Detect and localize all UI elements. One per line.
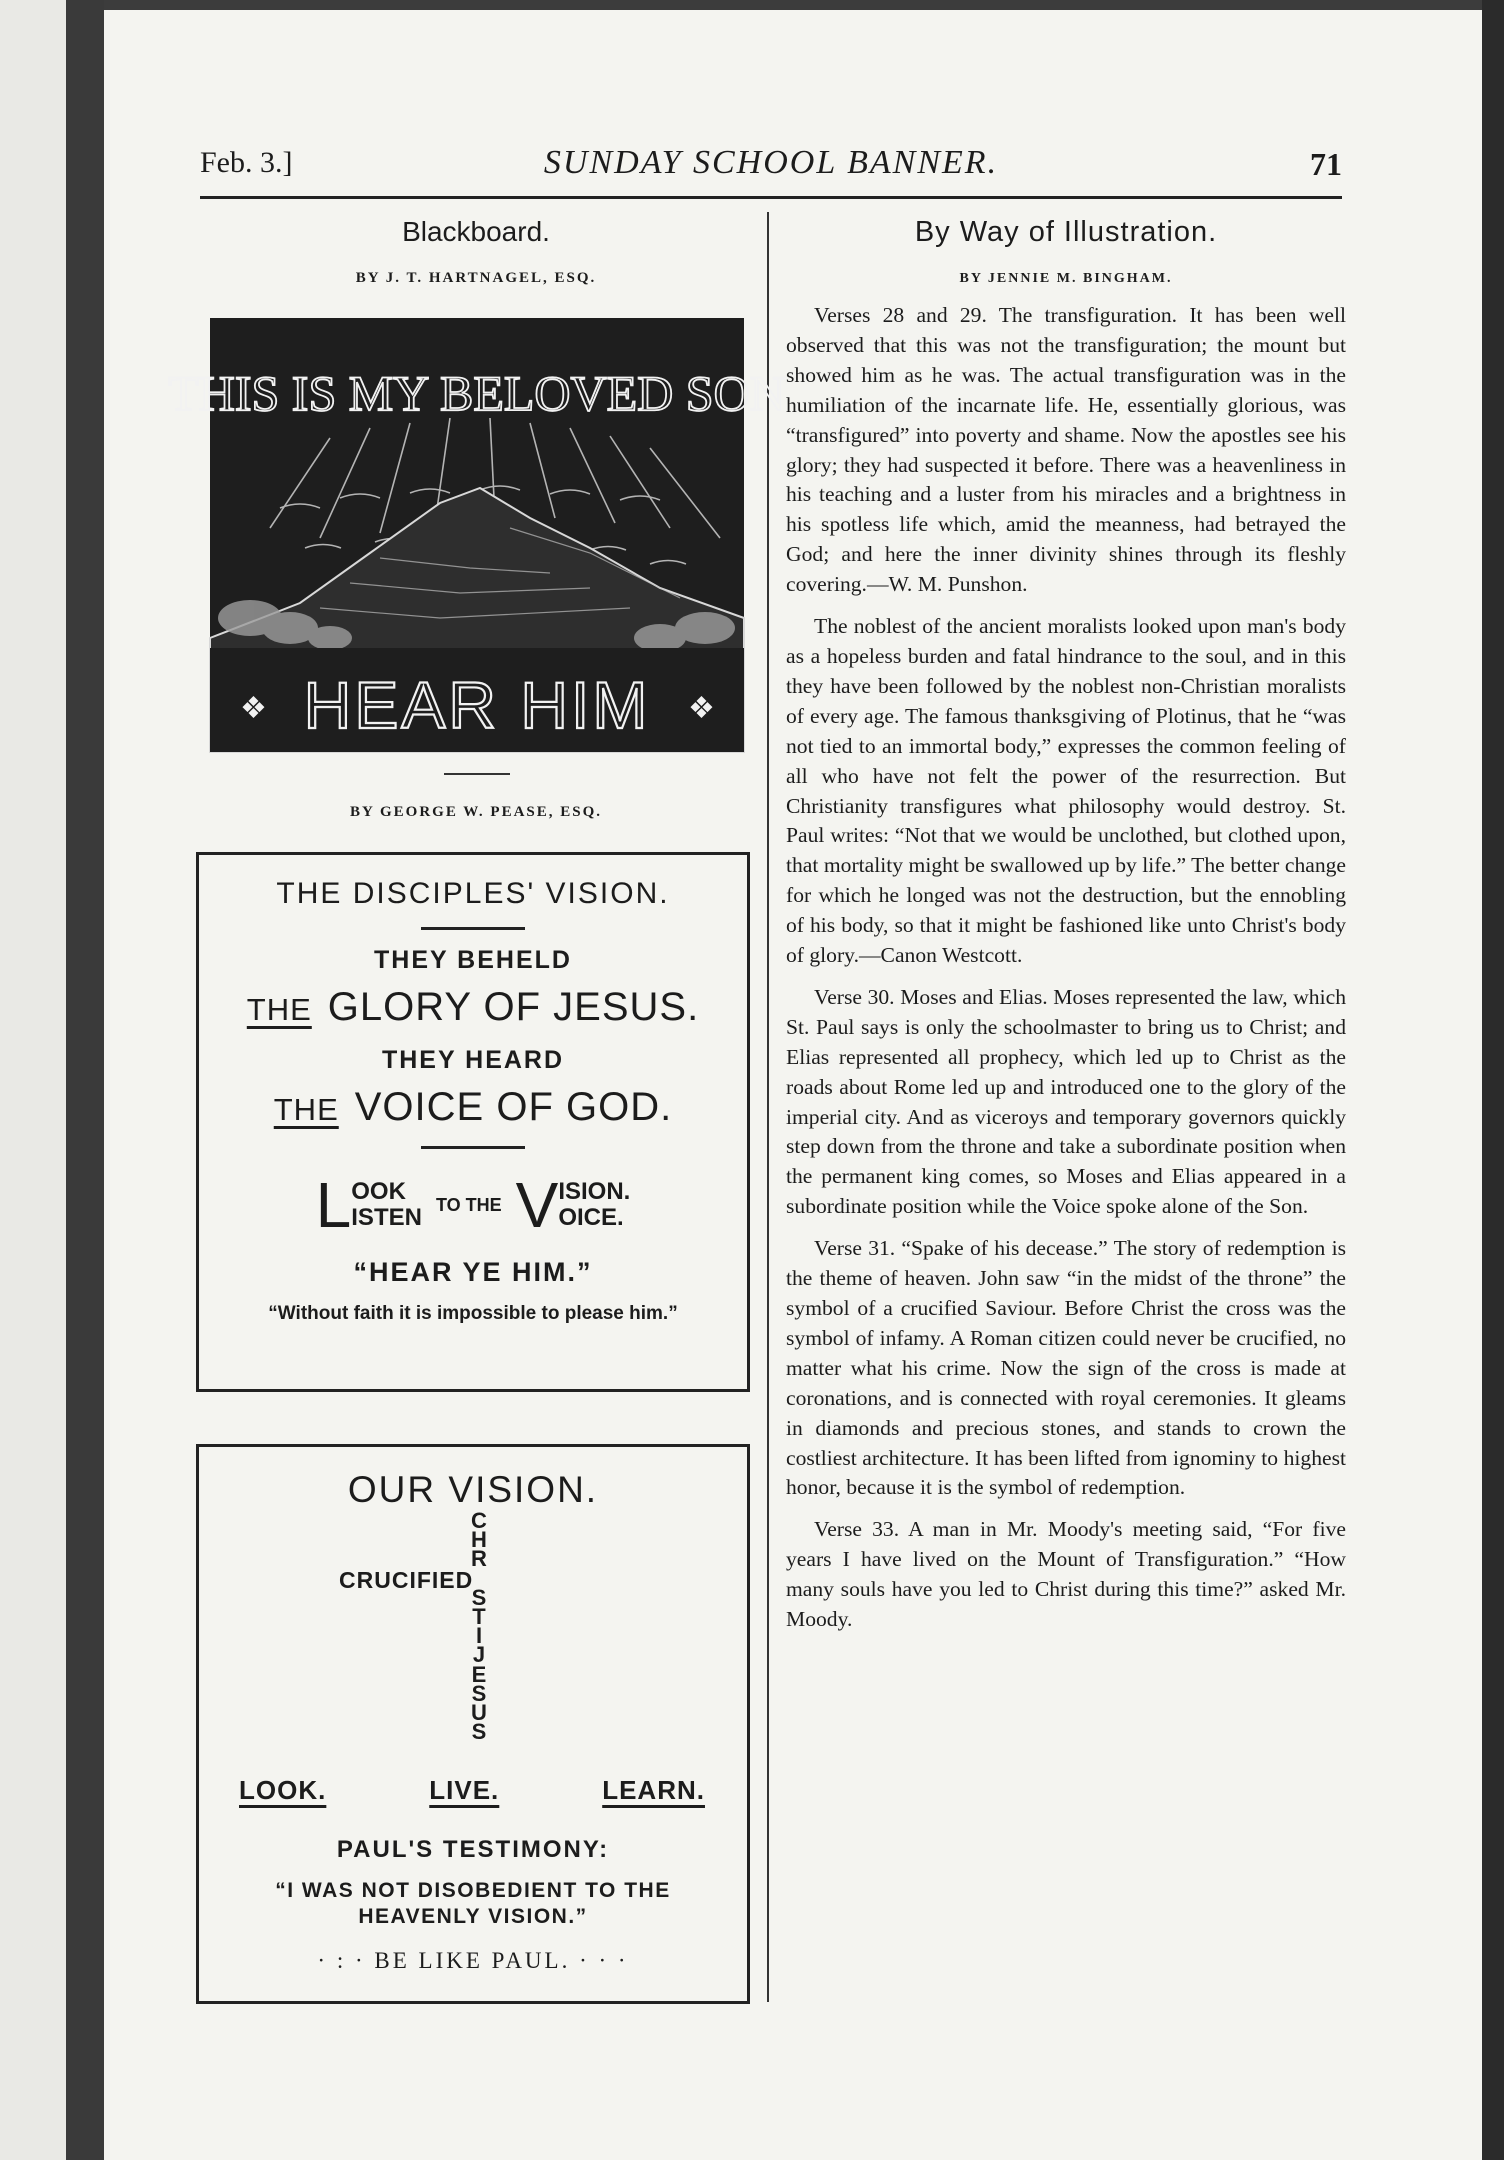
- vision-top: ISION.: [558, 1178, 631, 1205]
- cross-letter: I: [475, 1623, 483, 1649]
- binding-shadow: [66, 0, 104, 2160]
- cross-letter: S: [471, 1680, 487, 1706]
- blackboard-heading: Blackboard.: [402, 216, 550, 247]
- glory-of-jesus: [199, 985, 747, 1030]
- be-like-paul: · : · BE LIKE PAUL. · · ·: [317, 1948, 629, 1973]
- cross-acrostic: [199, 1508, 747, 1769]
- look-cap: L: [315, 1169, 352, 1241]
- second-board-byline: BY GEORGE W. PEASE, ESQ.: [349, 804, 603, 820]
- section-rule: [444, 773, 510, 775]
- header-date: Feb. 3.]: [200, 146, 293, 179]
- paragraph: Verse 33. A man in Mr. Moody's meeting said, “For five years I have lived on the Mount of Transfiguration.” “How many souls have you led to Christ during this time?” asked Mr. Moody.: [786, 1517, 1346, 1632]
- to-the: TO THE: [435, 1194, 502, 1215]
- mountain-illustration: [168, 318, 786, 752]
- cross-letter: U: [471, 1700, 487, 1726]
- page-header: [200, 140, 1342, 199]
- page-top-edge: [104, 0, 1482, 10]
- binding-edge-right: [1482, 0, 1504, 2160]
- board-top-text: THIS IS MY BELOVED SON: [168, 365, 786, 421]
- look-top: OOK: [351, 1178, 406, 1205]
- paragraph: Verse 31. “Spake of his decease.” The story of redemption is the theme of heaven. John saw “in the midst of the throne” the symbol of a crucified Saviour. Before Christ the cross was the symbol of infamy. A Roman citizen could never be crucified, no matter what his crime. Now the sign of the cross is made at coronations, and is connected with royal ceremonies. It gleams in diamonds and precious stones, and stands to crown the costliest architecture. It has been lifted from ignominy to highest honor, because it is the symbol of redemption.: [786, 1236, 1346, 1500]
- disciples-vision-title: THE DISCIPLES' VISION.: [276, 877, 670, 910]
- vision-bottom: OICE.: [558, 1204, 624, 1231]
- illustration-column: [786, 210, 1346, 1635]
- live-word: LIVE.: [429, 1775, 500, 1805]
- ornament-right-icon: ❖: [688, 692, 715, 725]
- glory-text: GLORY OF JESUS.: [327, 985, 700, 1029]
- the-label: THE: [246, 992, 312, 1027]
- cross-vertical: [467, 1508, 491, 1745]
- cross-letter: S: [471, 1719, 487, 1745]
- voice-text: VOICE OF GOD.: [354, 1085, 673, 1129]
- vision-stack: [558, 1179, 630, 1231]
- crucified-word: CRUCIFIED: [339, 1567, 474, 1593]
- look-bottom: ISTEN: [351, 1204, 422, 1231]
- blackboard-column: [168, 210, 786, 1973]
- the-label: THE: [273, 1092, 339, 1127]
- cross-letter: J: [472, 1642, 486, 1668]
- blackboard-byline: BY J. T. HARTNAGEL, ESQ.: [355, 270, 597, 286]
- testimony-quote: “I WAS NOT DISOBEDIENT TO THE HEAVENLY VISION.”: [275, 1879, 671, 1928]
- look-stack: [351, 1179, 422, 1231]
- illustration-byline: BY JENNIE M. BINGHAM.: [959, 271, 1173, 286]
- paragraph: Verses 28 and 29. The transfiguration. It has been well observed that this was not the transfiguration; the mount but showed him as he was. The actual transfiguration was in the humiliation of the incarnate life. He, essentially glorious, was “transfigured” into poverty and shame. Now the apostles see his glory; they had suspected it before. There was a heavenliness in his teaching and a luster from his miracles and a brightness in his spotless life which, amid the meanness, had betrayed the God; and here the inner divinity shines through its fleshly covering.—W. M. Punshon.: [786, 303, 1346, 597]
- look-word: LOOK.: [239, 1775, 327, 1805]
- look-listen-vision-voice: [199, 1171, 747, 1239]
- faith-quote: “Without faith it is impossible to please him.”: [268, 1303, 678, 1324]
- hear-ye-him: “HEAR YE HIM.”: [353, 1257, 593, 1287]
- cross-letter: R: [471, 1546, 487, 1572]
- cross-letter: C: [471, 1508, 487, 1533]
- cross-letter: E: [471, 1661, 487, 1687]
- disciples-vision-box: [196, 852, 750, 1392]
- cross-letter: S: [471, 1584, 487, 1610]
- box-rule: [421, 927, 525, 930]
- paragraph: Verse 30. Moses and Elias. Moses represented the law, which St. Paul says is only the schoolmaster to bring us to Christ; and Elias represented all prophecy, which led up to Christ as the roads about Rome led up and introduced one to the glory of the imperial city. And as viceroys and temporary governors quickly step down from the throne and take a subordinate position when the permanent king comes, so Moses and Elias appeared in a subordinate position while the Voice spoke alone of the Son.: [786, 984, 1346, 1219]
- paragraph: The noblest of the ancient moralists looked upon man's body as a hopeless burden and fatal hindrance to the soul, and in this they have been followed by the noblest non-Christian moralists of every age. The famous thanksgiving of Plotinus, that he “was not tied to an immortal body,” expresses the common feeling of all who have not felt the power of the resurrection. But Christianity transfigures what philosophy would destroy. St. Paul writes: “Not that we would be unclothed, but clothed upon, that mortality might be swallowed up by life.” The better change for which he longed was not the destruction, but the ennobling of his body, so that it might be fashioned like unto Christ's body of glory.—Canon Westcott.: [786, 614, 1346, 968]
- column-divider: [767, 212, 769, 2002]
- ornament-left-icon: ❖: [240, 692, 267, 725]
- blackboard-illustration: [168, 318, 786, 752]
- they-heard: THEY HEARD: [381, 1046, 565, 1074]
- voice-of-god: [199, 1085, 747, 1130]
- illustration-heading: By Way of Illustration.: [914, 216, 1218, 248]
- our-vision-title: OUR VISION.: [347, 1469, 599, 1510]
- they-beheld: THEY BEHELD: [374, 946, 572, 974]
- our-vision-box: [196, 1444, 750, 2004]
- cross-letter: H: [471, 1527, 487, 1553]
- page-number: 71: [1310, 146, 1342, 182]
- header-title: SUNDAY SCHOOL BANNER.: [543, 144, 999, 181]
- page-margin-left: [0, 0, 70, 2160]
- pauls-testimony: PAUL'S TESTIMONY:: [336, 1836, 610, 1863]
- cross-letter: T: [472, 1604, 486, 1630]
- box-rule: [421, 1146, 525, 1149]
- learn-word: LEARN.: [602, 1775, 705, 1805]
- board-bottom-text: HEAR HIM: [303, 668, 651, 742]
- look-live-learn: [199, 1775, 747, 1806]
- vision-cap: V: [515, 1169, 559, 1241]
